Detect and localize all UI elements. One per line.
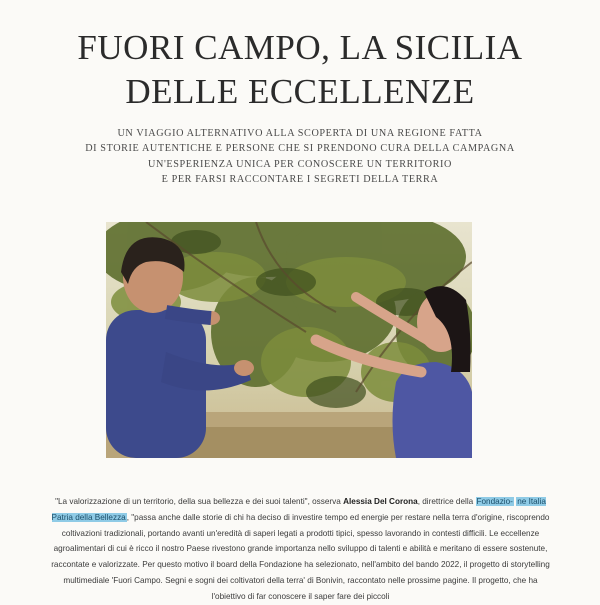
body-rest: , "passa anche dalle storie di chi ha deciso di investire tempo ed energie per restare nella terra d'origine, riscoprendo coltivazioni tradizionali, portando avanti un'eredità di saperi legati a prodotti tipici, spesso lavorando in contesti difficili. Le eccellenze agroalimentari di cui è ricco il nostro Paese rivestono grande importanza nello sviluppo di talenti e abilità e meritano di essere sostenute, raccontate e valorizzate. Per questo motivo il board della Fondazione ha selezionato, nell'ambito del bando 2022, il progetto di storytelling multimediale 'Fuori Campo. Segni e sogni dei coltivatori della terra' di Bonivin, raccontato nelle prossime pagine. Il progetto, che ha l'obiettivo di far conoscere il saper fare dei piccoli xyxy=(51,512,550,601)
subtitle-line-2: DI STORIE AUTENTICHE E PERSONE CHE SI PRENDONO CURA DELLA CAMPAGNA xyxy=(85,143,515,155)
body-person-name: Alessia Del Corona xyxy=(343,497,418,506)
article-photo xyxy=(106,222,472,458)
olive-harvest-illustration xyxy=(106,222,472,458)
article-title xyxy=(0,26,600,114)
body-role: , direttrice della xyxy=(417,497,476,506)
subtitle-line-4: E PER FARSI RACCONTARE I SEGRETI DELLA TERRA xyxy=(161,173,439,185)
subtitle-line-1: UN VIAGGIO ALTERNATIVO ALLA SCOPERTA DI UNA REGIONE FATTA xyxy=(117,128,483,139)
article-subtitle xyxy=(30,126,570,187)
article-body xyxy=(48,494,553,605)
article-title-line-1: FUORI CAMPO, LA SICILIA xyxy=(77,28,523,67)
body-quote-open: "La valorizzazione di un territorio, della sua bellezza e dei suoi talenti", osserva xyxy=(55,497,344,506)
article-title-line-2: DELLE ECCELLENZE xyxy=(125,72,475,111)
subtitle-line-3: UN'ESPERIENZA UNICA PER CONOSCERE UN TERRITORIO xyxy=(148,158,452,170)
highlighted-foundation-part-1: Fondazio- xyxy=(476,497,513,506)
highlighted-foundation-part-2: ne Italia Patria della Bellezza xyxy=(51,497,546,522)
